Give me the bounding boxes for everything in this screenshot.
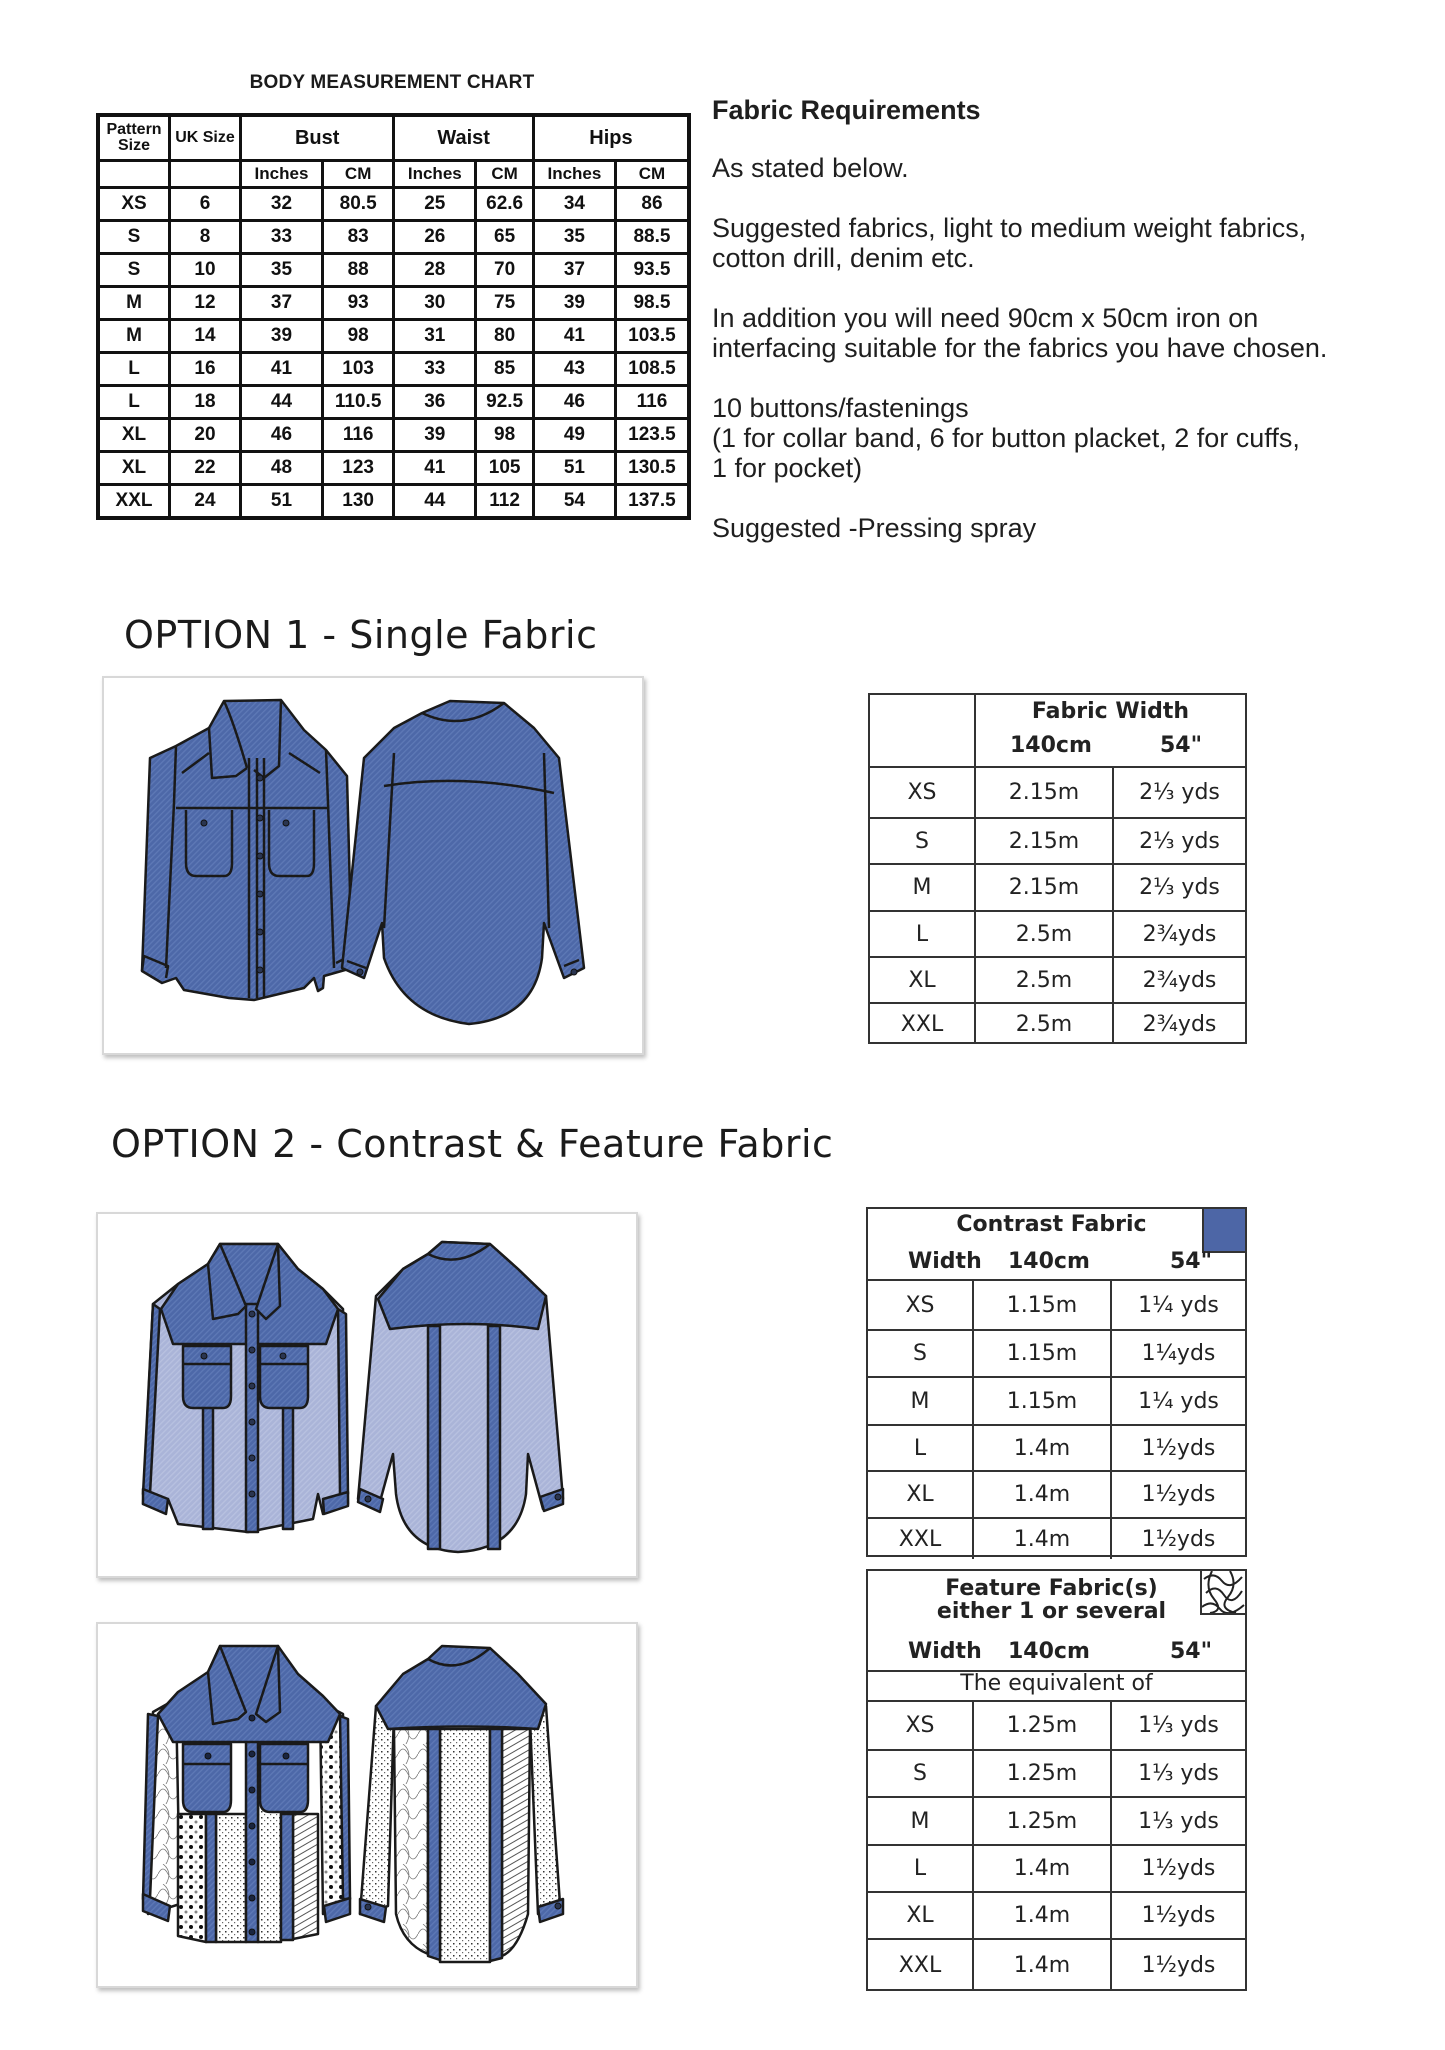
interfacing-note: In addition you will need 90cm x 50cm iron on interfacing suitable for the fabrics you have chosen. [712,303,1328,363]
table-header [868,1571,1245,1672]
table-row: XS 6 32 80.5 25 62.6 34 86 [98,188,689,221]
sub-inches: Inches [241,161,323,188]
table-row: XXL 1.4m 1½yds [868,1519,1245,1559]
contrast-shirt-icon [98,1214,636,1576]
contrast-fabric-table [866,1207,1247,1557]
table-row: S 10 35 88 28 70 37 93.5 [98,254,689,287]
table-row: XL 1.4m 1½yds [868,1472,1245,1519]
option1-heading: OPTION 1 - Single Fabric [124,613,598,657]
sub-cm: CM [615,161,689,188]
table-row: XS 1.25m 1⅓ yds [868,1702,1245,1751]
table-row: S 2.15m 2⅓ yds [870,819,1245,865]
col-pattern-size: Pattern Size [98,115,170,161]
table-row: XXL 1.4m 1½yds [868,1940,1245,1990]
col-hips: Hips [533,115,689,161]
col-width: Width [908,1639,982,1664]
table-row: XL 1.4m 1½yds [868,1893,1245,1940]
sub-cm: CM [476,161,534,188]
body-measurement-table [96,113,691,520]
shirt-front-back-icon [104,678,642,1053]
table-row: M 1.25m 1⅓ yds [868,1798,1245,1846]
table-row: S 1.15m 1¼yds [868,1331,1245,1378]
sub-inches: Inches [394,161,476,188]
table-row: M 1.15m 1¼ yds [868,1378,1245,1426]
table-row: XL 22 48 123 41 105 51 130.5 [98,452,689,485]
table-row: XS 1.15m 1¼ yds [868,1281,1245,1331]
col-width: Width [908,1249,982,1274]
table-row: XL 2.5m 2¾yds [870,958,1245,1004]
option2-heading: OPTION 2 - Contrast & Feature Fabric [111,1122,834,1166]
feature-fabric-table [866,1569,1247,1991]
table-row: M 12 37 93 30 75 39 98.5 [98,287,689,320]
table-row: M 2.15m 2⅓ yds [870,865,1245,912]
col-140cm: 140cm [1008,1639,1090,1664]
body-measurement-chart-title: BODY MEASUREMENT CHART [249,72,535,93]
table-row: M 14 39 98 31 80 41 103.5 [98,320,689,353]
table-subheader-row [98,161,689,188]
equivalent-of-label: The equivalent of [868,1672,1245,1702]
col-54in: 54" [1160,733,1203,758]
table-row: XXL 2.5m 2¾yds [870,1004,1245,1044]
table-row: L 2.5m 2¾yds [870,912,1245,958]
contrast-fabric-title: Contrast Fabric [956,1212,1147,1237]
fabric-requirements-title: Fabric Requirements [712,95,981,125]
option2-feature-shirt-illustration [96,1622,638,1988]
suggested-fabrics: Suggested fabrics, light to medium weight fabrics, cotton drill, denim etc. [712,213,1307,273]
sub-inches: Inches [533,161,615,188]
table-row: L 1.4m 1½yds [868,1846,1245,1893]
table-row: S 1.25m 1⅓ yds [868,1751,1245,1798]
fabric-requirements [712,95,1412,573]
col-54in: 54" [1170,1249,1213,1274]
option1-fabric-width-table [868,693,1247,1044]
table-row: XXL 24 51 130 44 112 54 137.5 [98,485,689,519]
col-140cm: 140cm [1010,733,1092,758]
buttons-note: 10 buttons/fastenings (1 for collar band, 6 for button placket, 2 for cuffs, 1 for pocket) [712,393,1300,483]
feature-fabric-title: Feature Fabric(s) either 1 or several [936,1576,1167,1624]
col-54in: 54" [1170,1639,1213,1664]
table-row: XL 20 46 116 39 98 49 123.5 [98,419,689,452]
table-row: XS 2.15m 2⅓ yds [870,768,1245,819]
sub-cm: CM [322,161,393,188]
option1-shirt-illustration [102,676,644,1055]
table-header [868,1209,1245,1281]
col-waist: Waist [394,115,534,161]
col-140cm: 140cm [1008,1249,1090,1274]
table-row: S 8 33 83 26 65 35 88.5 [98,221,689,254]
table-header [870,695,1245,768]
table-row: L 18 44 110.5 36 92.5 46 116 [98,386,689,419]
fabric-width-title: Fabric Width [1031,699,1190,724]
col-uk-size: UK Size [170,115,241,161]
option2-contrast-shirt-illustration [96,1212,638,1578]
table-row: L 16 41 103 33 85 43 108.5 [98,353,689,386]
fabric-requirements-line: As stated below. [712,153,909,183]
feature-shirt-icon [98,1624,636,1986]
table-header-row [98,115,689,161]
pressing-spray-note: Suggested -Pressing spray [712,513,1037,543]
col-bust: Bust [241,115,394,161]
table-row: L 1.4m 1½yds [868,1426,1245,1472]
